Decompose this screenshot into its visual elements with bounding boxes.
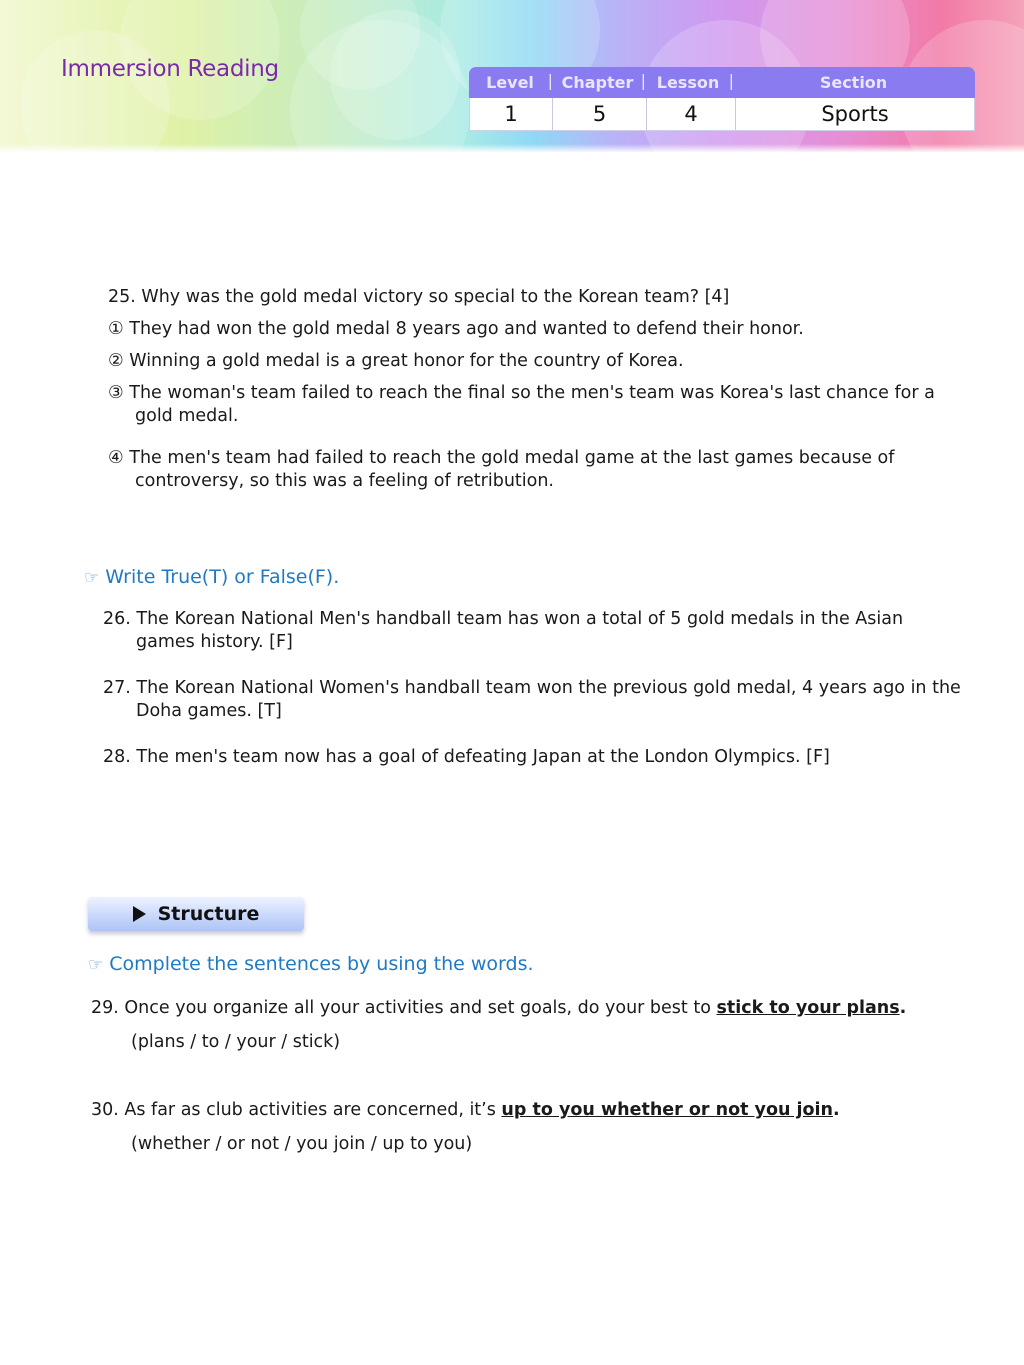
option-marker: ① [108, 319, 124, 339]
structure-label: Structure [157, 903, 260, 925]
question-25-option-3 [108, 382, 935, 405]
structure-section-button[interactable] [88, 897, 304, 931]
instruction-text: Complete the sentences by using the words. [109, 953, 534, 975]
structure-item-30 [91, 1099, 840, 1122]
option-text: Winning a gold medal is a great honor for the country of Korea. [129, 351, 684, 371]
lesson-info-table [469, 67, 975, 133]
app-title: Immersion Reading [61, 56, 279, 82]
value-lesson: 4 [647, 98, 736, 130]
structure-item-29-hint: (plans / to / your / stick) [131, 1032, 341, 1052]
option-marker: ④ [108, 448, 124, 468]
pointing-hand-icon: ☞ [84, 568, 100, 588]
info-table-values [469, 98, 975, 131]
option-text: They had won the gold medal 8 years ago and wanted to defend their honor. [129, 319, 804, 339]
value-level: 1 [470, 98, 553, 130]
option-marker: ② [108, 351, 124, 371]
header-lesson: Lesson | [644, 73, 732, 92]
header-chapter: Chapter | [551, 73, 644, 92]
tf-item-27-line1: 27. The Korean National Women's handball team won the previous gold medal, 4 years ago in the [103, 678, 961, 698]
question-25-option-1 [108, 318, 804, 341]
banner-fade [0, 144, 1024, 152]
instruction-text: Write True(T) or False(F). [105, 566, 340, 588]
sentence-suffix: . [833, 1100, 840, 1120]
tf-item-26-line2: games history. [F] [136, 632, 293, 652]
value-section: Sports [821, 102, 889, 126]
option-marker: ③ [108, 383, 124, 403]
question-25-option-4-line2: controversy, so this was a feeling of retribution. [135, 471, 554, 491]
question-25-option-2 [108, 350, 684, 373]
header-banner [0, 0, 1024, 152]
header-section: Section [819, 73, 888, 92]
structure-item-30-hint: (whether / or not / you join / up to you) [131, 1134, 473, 1154]
tf-item-26-line1: 26. The Korean National Men's handball team has won a total of 5 gold medals in the Asian [103, 609, 904, 629]
sentence-prefix: 29. Once you organize all your activities and set goals, do your best to [91, 998, 717, 1018]
pointing-hand-icon: ☞ [88, 955, 104, 975]
option-text-line1: The woman's team failed to reach the final so the men's team was Korea's last chance for a [129, 383, 935, 403]
question-25-prompt: 25. Why was the gold medal victory so special to the Korean team? [4] [108, 287, 730, 307]
info-table-header [469, 67, 975, 98]
structure-item-29 [91, 997, 906, 1020]
sentence-prefix: 30. As far as club activities are concerned, it’s [91, 1100, 502, 1120]
answer-text: up to you whether or not you join [501, 1100, 834, 1120]
question-25-option-3-line2: gold medal. [135, 406, 239, 426]
value-chapter: 5 [553, 98, 647, 130]
true-false-instruction [84, 566, 339, 590]
sentence-suffix: . [899, 998, 907, 1018]
question-25-option-4 [108, 447, 894, 470]
header-level: Level | [469, 73, 551, 92]
option-text-line1: The men's team had failed to reach the gold medal game at the last games because of [129, 448, 895, 468]
answer-text: stick to your plans [716, 998, 900, 1018]
play-triangle-icon [133, 906, 146, 922]
tf-item-28: 28. The men's team now has a goal of defeating Japan at the London Olympics. [F] [103, 747, 830, 767]
tf-item-27-line2: Doha games. [T] [136, 701, 282, 721]
structure-instruction [88, 953, 534, 977]
